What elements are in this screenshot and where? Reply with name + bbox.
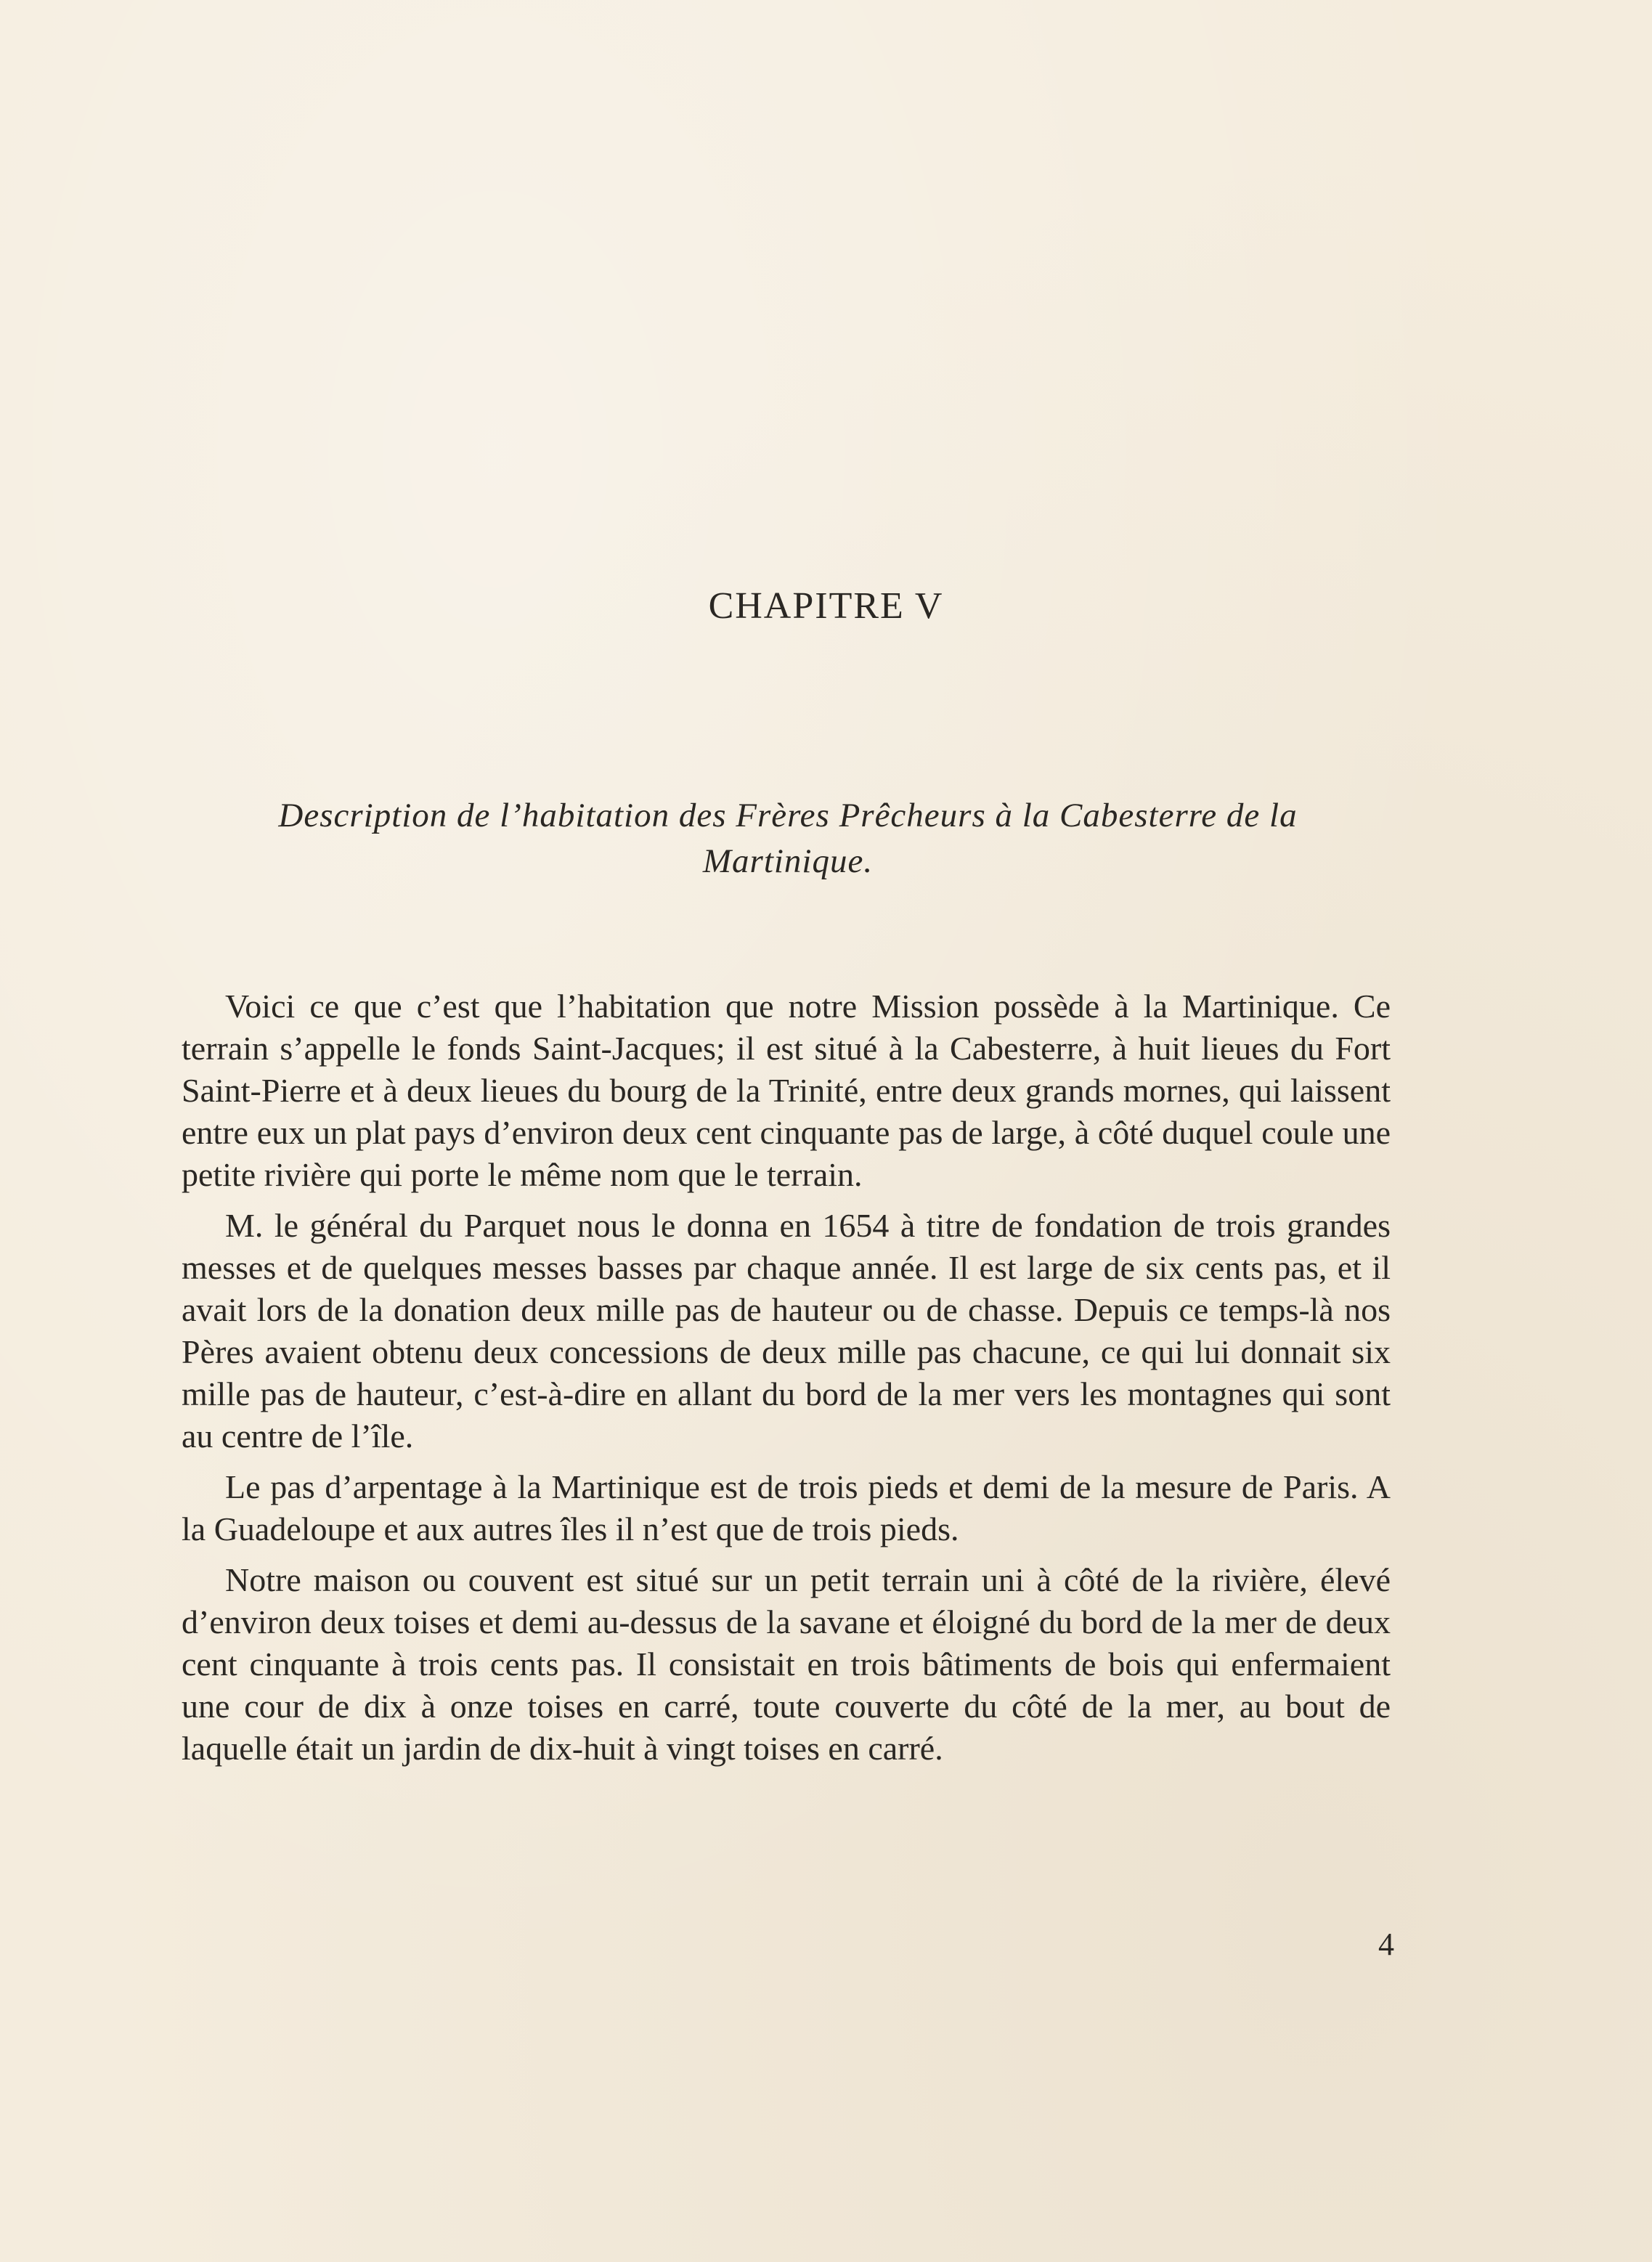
page-number: 4 [1378, 1927, 1394, 1962]
paragraph: Le pas d’arpentage à la Martinique est de trois pieds et demi de la mesure de Paris. A la Guadeloupe et aux autres îles il n’est que de trois pieds. [182, 1468, 1391, 1547]
body-text [182, 985, 1391, 1778]
chapter-heading: CHAPITRE V [708, 585, 944, 627]
paragraph: Notre maison ou couvent est situé sur un petit terrain uni à côté de la rivière, élevé d’environ deux toises et demi au-dessus de la savane et éloigné du bord de la mer de deux cent cinquante à trois cents pas. Il consistait en trois bâtiments de bois qui enfermaient une cour de dix à onze toises en carré, toute couverte du côté de la mer, au bout de laquelle était un jardin de dix-huit à vingt toises en carré. [182, 1561, 1391, 1767]
paragraph: M. le général du Parquet nous le donna en 1654 à titre de fondation de trois grandes messes et de quelques messes basses par chaque année. Il est large de six cents pas, et il avait lors de la donation deux mille pas de hauteur ou de chasse. Depuis ce temps-là nos Pères avaient obtenu deux concessions de deux mille pas chacune, ce qui lui donnait six mille pas de hauteur, c’est-à-dire en allant du bord de la mer vers les montagnes qui sont au centre de l’île. [182, 1207, 1391, 1455]
paragraph: Voici ce que c’est que l’habitation que notre Mission possède à la Martinique. Ce terrain s’appelle le fonds Saint-Jacques; il est situé à la Cabesterre, à huit lieues du Fort Saint-Pierre et à deux lieues du bourg de la Trinité, entre deux grands mornes, qui laissent entre eux un plat pays d’environ deux cent cinquante pas de large, à côté duquel coule une petite rivière qui porte le même nom que le terrain. [182, 988, 1391, 1193]
chapter-subtitle: Description de l’habitation des Frères Prêcheurs à la Cabesterre de la Martinique. [278, 797, 1298, 880]
